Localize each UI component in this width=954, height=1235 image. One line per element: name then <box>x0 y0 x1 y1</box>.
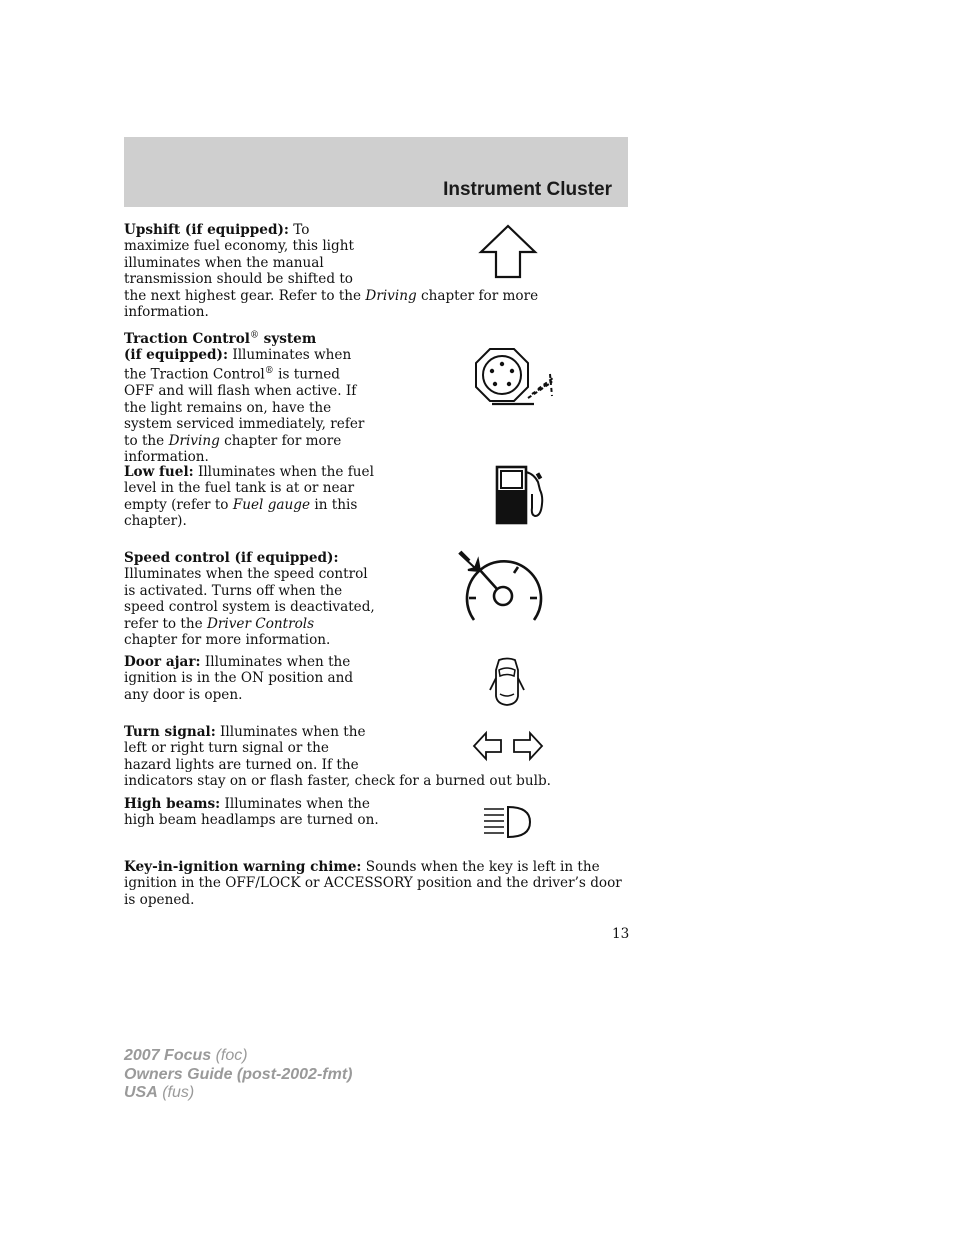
speed-control-description: Speed control (if equipped): Illuminates when the speed control is activated. Turns off when the speed control system is deactivated, refer to the Driver Controls chapter for more information. <box>124 550 375 649</box>
high-beams-description: High beams: Illuminates when the high beam headlamps are turned on. <box>124 796 379 829</box>
upshift-label: Upshift (if equipped): <box>124 222 289 238</box>
upshift-arrow-icon <box>478 224 538 280</box>
speed-control-icon <box>456 550 546 628</box>
turn-signal-description: Turn signal: Illuminates when the left or right turn signal or the hazard lights are turned on. If the indicators stay on or flash faster, check for a burned out bulb. <box>124 724 551 790</box>
door-ajar-description: Door ajar: Illuminates when the ignition is in the ON position and any door is open. <box>124 654 354 703</box>
door-ajar-icon <box>487 656 527 708</box>
upshift-description: Upshift (if equipped): To maximize fuel economy, this light illuminates when the manual transmission should be shifted to the next highest gear. Refer to the Driving chapter for more information. <box>124 222 539 321</box>
section-header-band <box>124 137 628 207</box>
traction-control-icon <box>472 344 558 410</box>
document-footer: 2007 Focus (foc) Owners Guide (post-2002-fmt) USA (fus) <box>124 1047 353 1101</box>
traction-control-description: Traction Control® system (if equipped): Illuminates when the Traction Control® is turned OFF and will flash when active. If the light remains on, have the system serviced immediately, refer to the Driving chapter for more information. <box>124 330 365 465</box>
page-number: 13 <box>612 926 630 942</box>
section-title: Instrument Cluster <box>443 179 612 200</box>
key-chime-description: Key-in-ignition warning chime: Sounds when the key is left in the ignition in the OFF/LOCK or ACCESSORY position and the driver’s door is opened. <box>124 859 622 908</box>
low-fuel-description: Low fuel: Illuminates when the fuel level in the fuel tank is at or near empty (refer to Fuel gauge in this chapter). <box>124 464 374 530</box>
high-beam-icon <box>482 804 536 840</box>
turn-signal-icon <box>472 730 544 762</box>
fuel-pump-icon <box>494 464 550 526</box>
